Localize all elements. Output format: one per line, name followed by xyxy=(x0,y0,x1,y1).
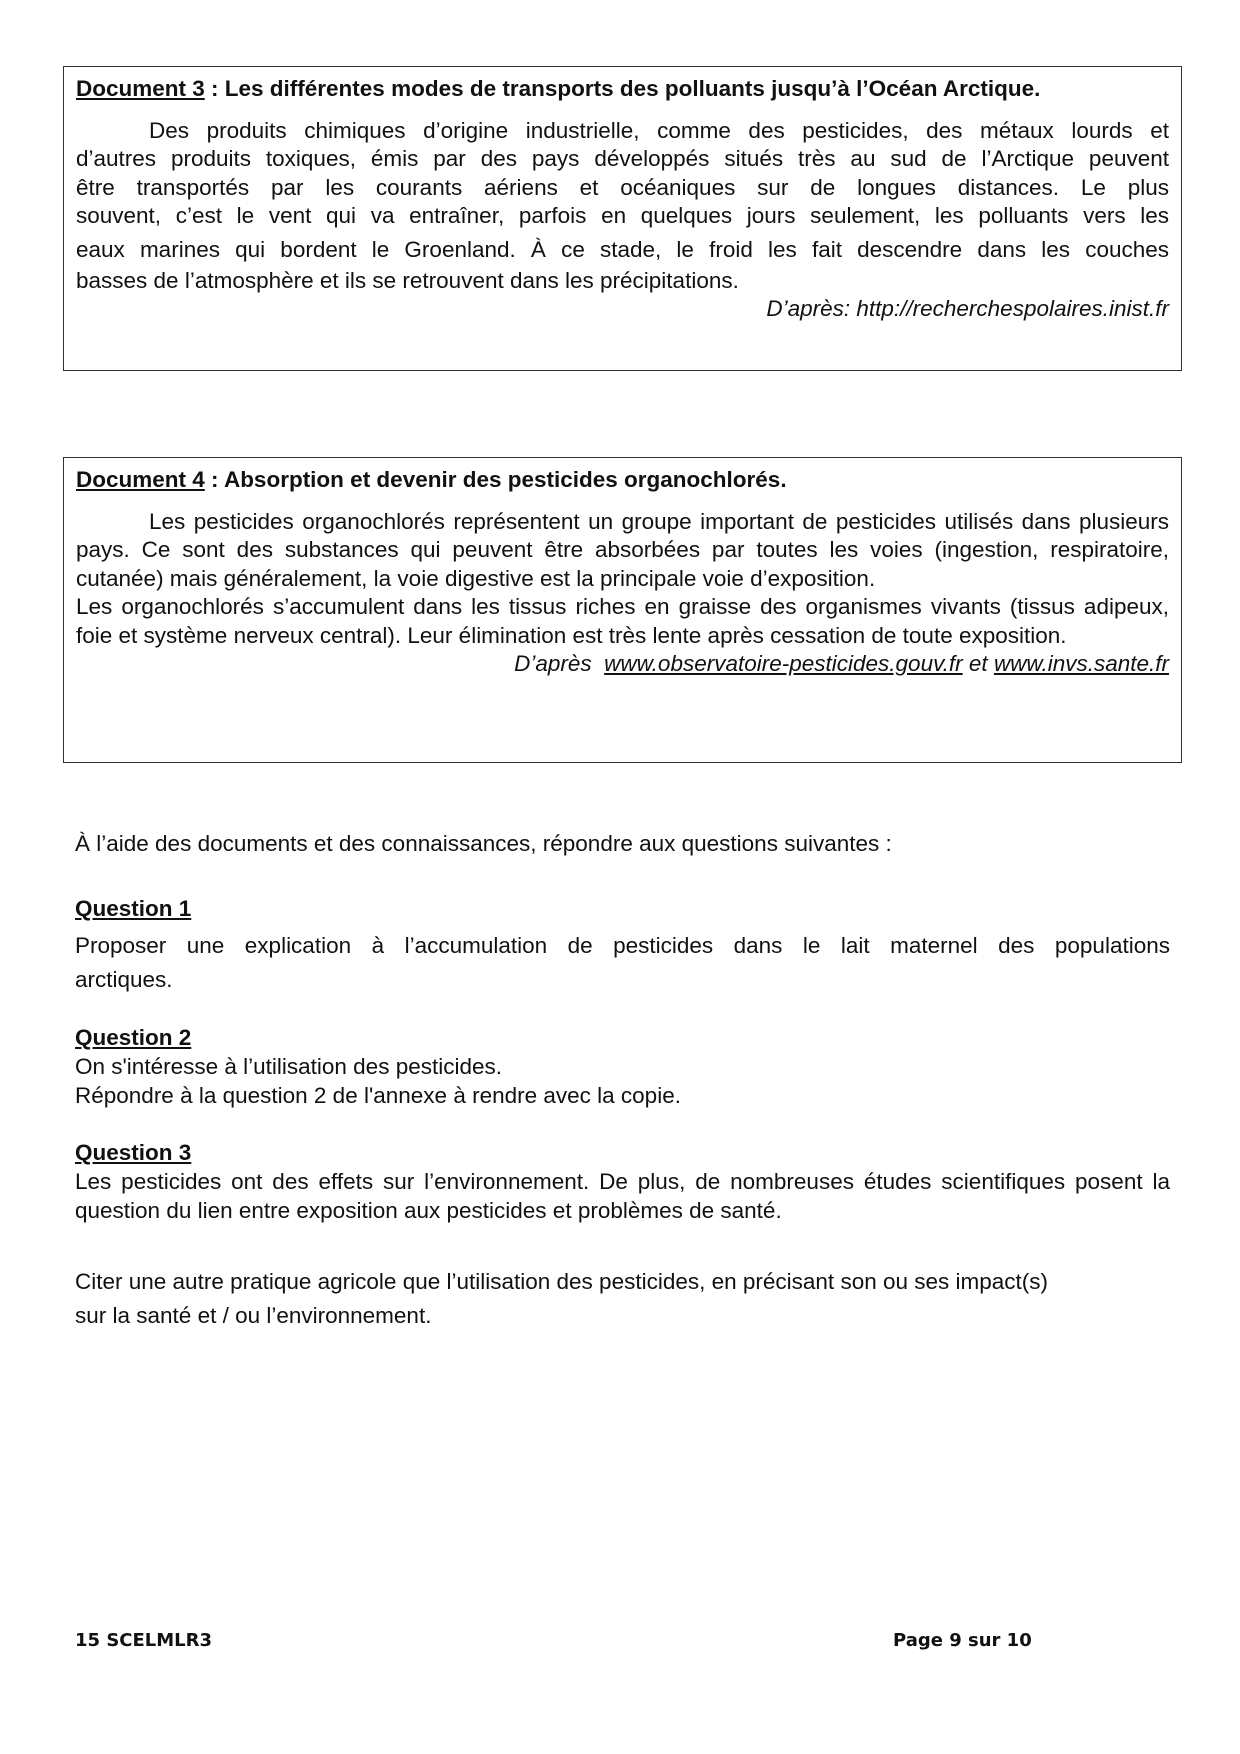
question-3-heading: Question 3 xyxy=(75,1140,192,1165)
question-2-line: Répondre à la question 2 de l'annexe à rendre avec la copie. xyxy=(75,1083,681,1108)
source-link-invs[interactable]: www.invs.sante.fr xyxy=(993,651,1169,676)
document-3-line: Des produits chimiques d’origine industrielle, comme des pesticides, des métaux lourds et xyxy=(149,117,1169,143)
question-1-line: arctiques. xyxy=(75,967,173,992)
document-4-text xyxy=(76,508,1169,679)
document-4-box xyxy=(63,457,1182,763)
question-2-line: On s'intéresse à l’utilisation des pesticides. xyxy=(75,1054,503,1079)
document-3-line: souvent, c’est le vent qui va entraîner, parfois en quelques jours seulement, les polluants vers les xyxy=(76,203,1169,228)
footer-page-number: Page 9 sur 10 xyxy=(893,1630,1032,1651)
document-3-box xyxy=(63,66,1182,371)
document-4-title: Document 4 : Absorption et devenir des pesticides organochlorés. xyxy=(76,467,787,492)
document-4-paragraph-1: Les pesticides organochlorés représentent un groupe important de pesticides utilisés dans plusieurs pays. Ce sont des substances qui peuvent être absorbées par toutes les voies (ingestion, respiratoire, cutanée) mais généralement, la voie digestive est la principale voie d’exposition. xyxy=(76,508,1169,591)
intro-text: À l’aide des documents et des connaissances, répondre aux questions suivantes : xyxy=(75,831,892,856)
question-1-line: Proposer une explication à l’accumulation de pesticides dans le lait maternel des populations xyxy=(75,933,1170,958)
document-3-line: d’autres produits toxiques, émis par des pays développés situés très au sud de l’Arctique peuvent xyxy=(76,146,1169,171)
document-4-source: D’après www.observatoire-pesticides.gouv.fr et www.invs.sante.fr xyxy=(514,651,1169,676)
question-3-text: Les pesticides ont des effets sur l’environnement. De plus, de nombreuses études scientifiques posent la question du lien entre exposition aux pesticides et problèmes de santé. xyxy=(75,1169,1170,1223)
document-4-paragraph-2: Les organochlorés s’accumulent dans les tissus riches en graisse des organismes vivants (tissus adipeux, foie et système nerveux central). Leur élimination est très lente après cessation de toute exposition. xyxy=(76,594,1169,648)
document-3-label: Document 3 xyxy=(76,76,205,101)
document-3-line: être transportés par les courants aériens et océaniques sur de longues distances. Le plus xyxy=(76,174,1169,200)
document-3-line: basses de l’atmosphère et ils se retrouvent dans les précipitations. xyxy=(76,268,739,293)
document-3-text xyxy=(76,117,1169,324)
document-3-source: D’après: http://recherchespolaires.inist.fr xyxy=(766,295,1169,321)
footer-code: 15 SCELMLR3 xyxy=(75,1630,213,1651)
question-2-heading: Question 2 xyxy=(75,1025,192,1050)
source-link-observatoire[interactable]: www.observatoire-pesticides.gouv.fr xyxy=(604,651,963,676)
document-3-title: Document 3 : Les différentes modes de transports des polluants jusqu’à l’Océan Arctique. xyxy=(76,76,1041,101)
question-3-line: sur la santé et / ou l’environnement. xyxy=(75,1303,432,1328)
document-3-line: eaux marines qui bordent le Groenland. À ce stade, le froid les fait descendre dans les couches xyxy=(76,236,1169,262)
document-4-label: Document 4 xyxy=(76,467,205,492)
question-1-heading: Question 1 xyxy=(75,896,192,921)
question-3-line: Citer une autre pratique agricole que l’utilisation des pesticides, en précisant son ou ses impact(s) xyxy=(75,1269,1049,1294)
